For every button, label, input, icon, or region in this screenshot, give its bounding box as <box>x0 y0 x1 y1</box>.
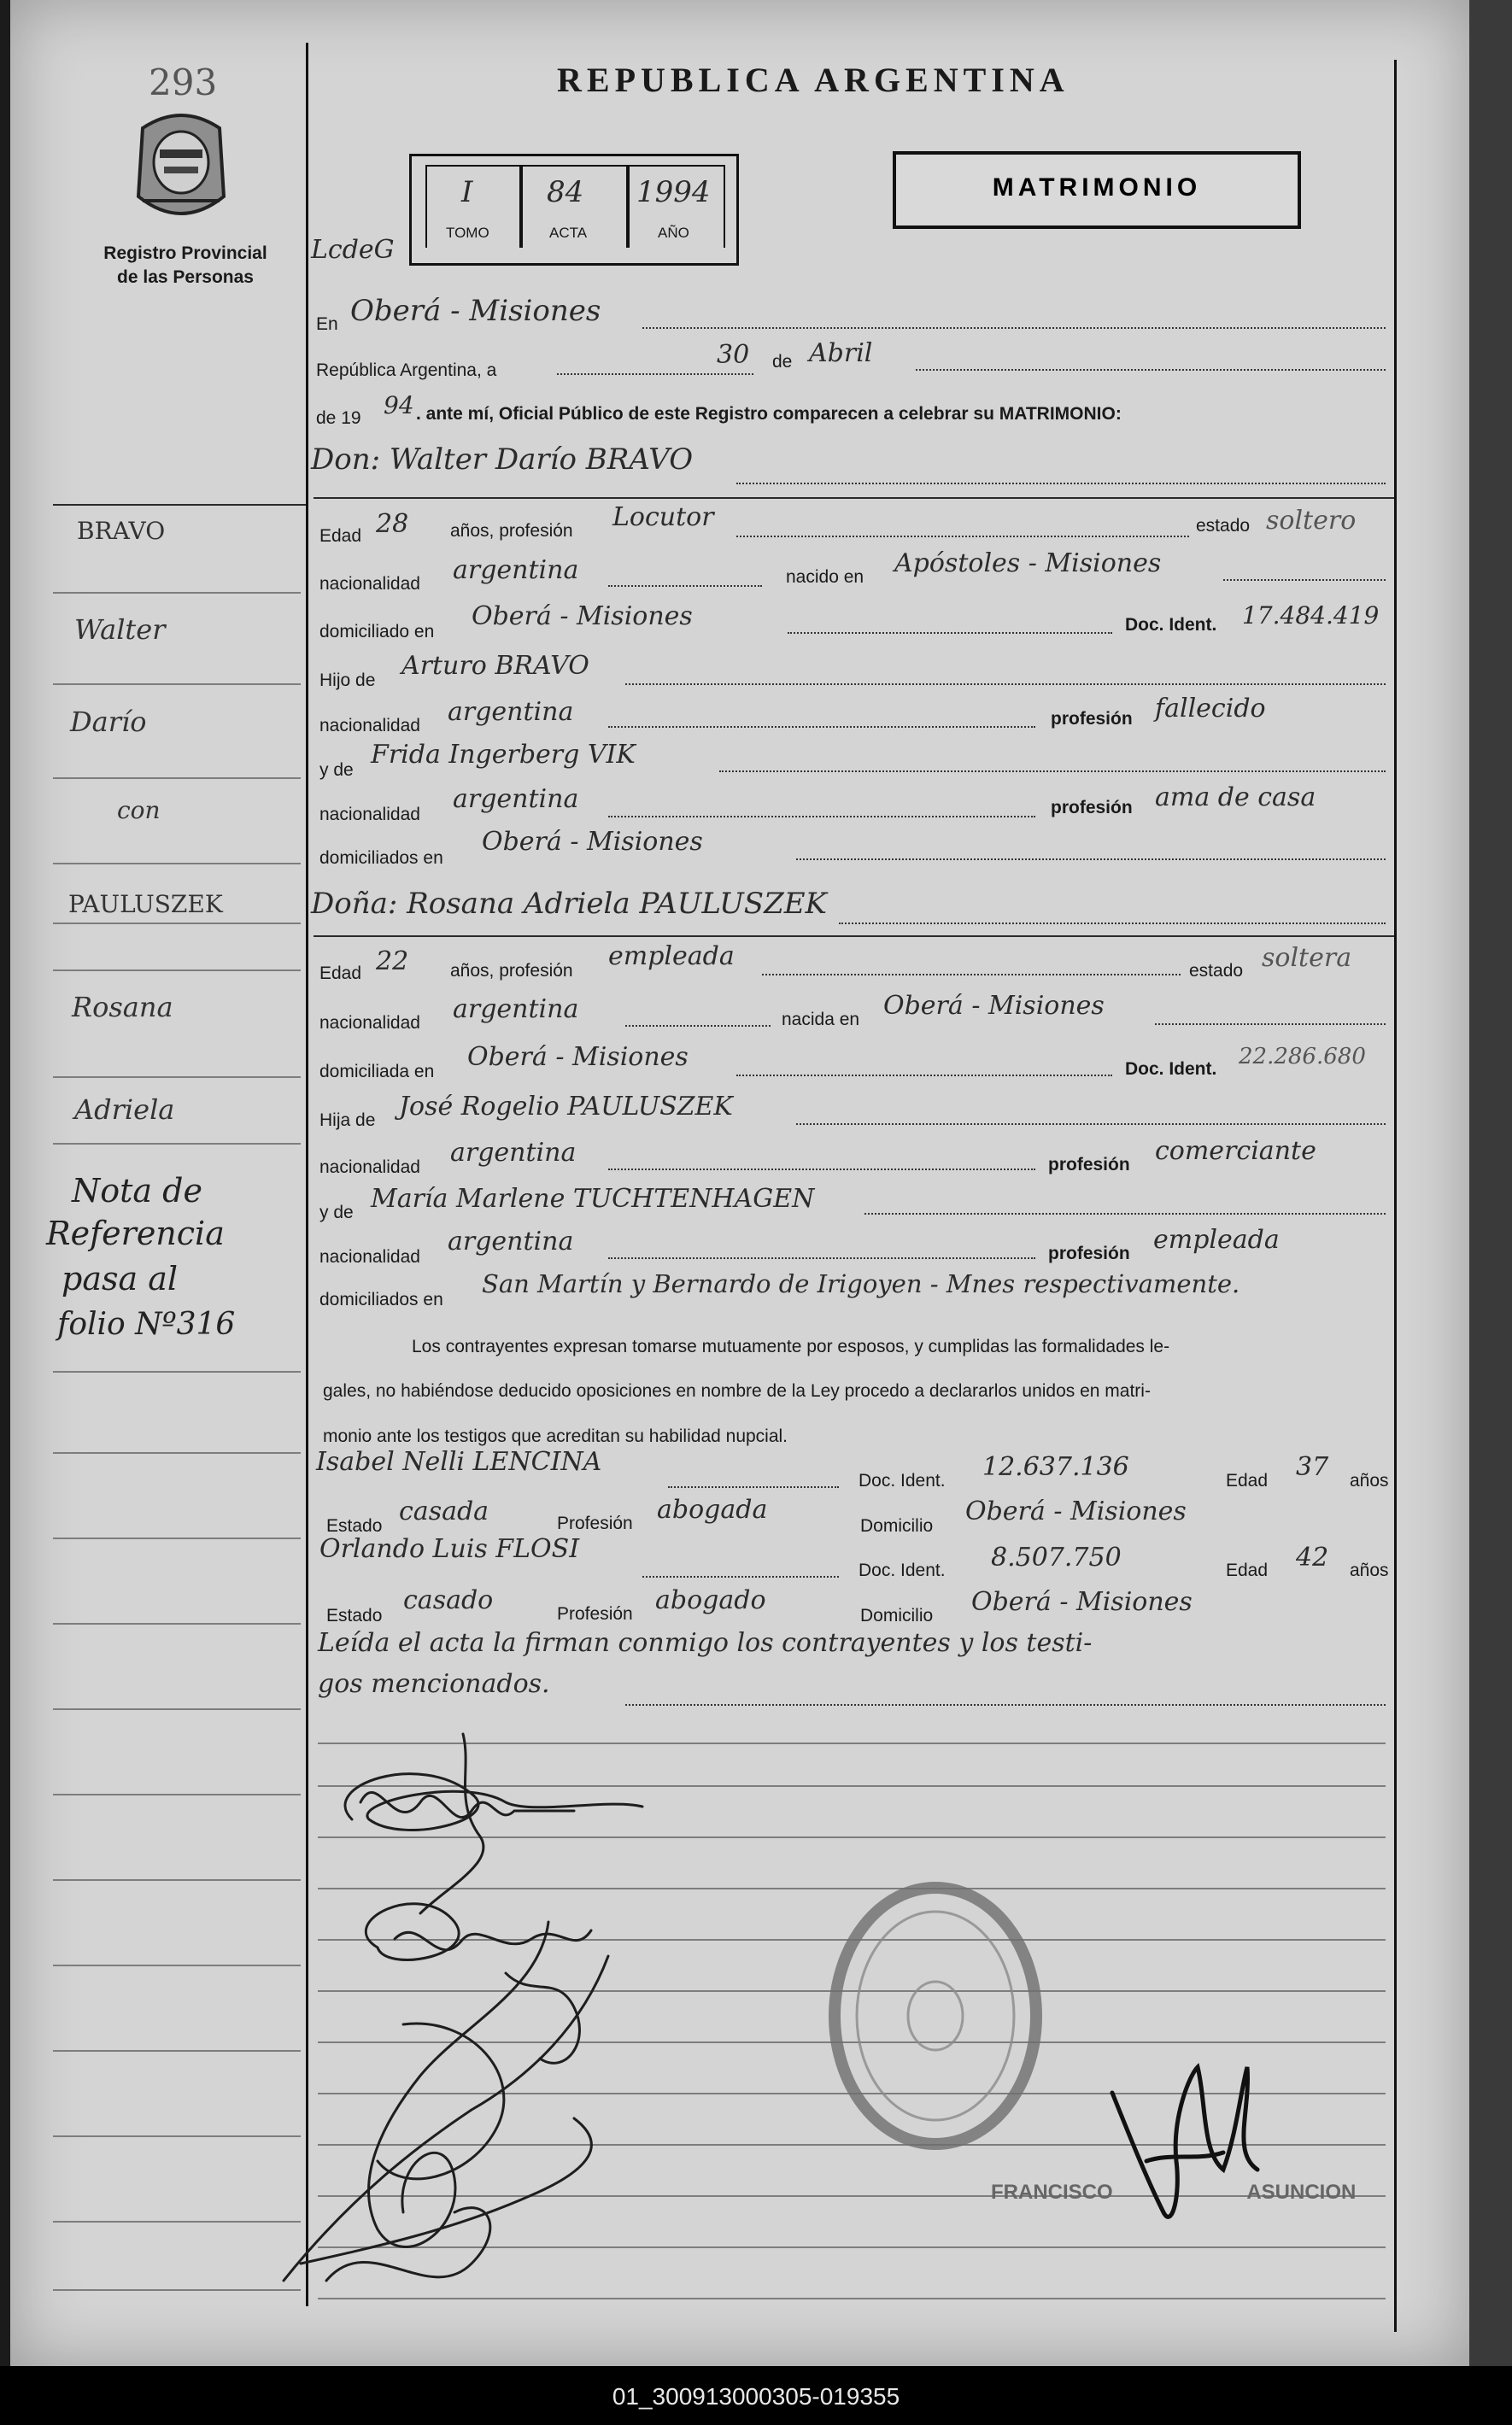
acta-label: ACTA <box>549 225 588 241</box>
margin-reference-line4: folio Nº316 <box>57 1307 236 1342</box>
groom-nacido-en-label: nacido en <box>786 567 864 587</box>
footer-bar <box>0 2366 1512 2425</box>
bride-nacida-en-label: nacida en <box>782 1010 860 1029</box>
margin-reference-line3: pasa al <box>62 1260 179 1297</box>
groom-parents-domicile: Oberá - Misiones <box>482 827 703 857</box>
witness1-domicilio-label: Domicilio <box>860 1516 934 1536</box>
groom-father: Arturo BRAVO <box>401 651 589 681</box>
bride-domiciliada-label: domiciliada en <box>319 1062 435 1081</box>
official-seal-stamp <box>820 1875 1051 2157</box>
witness1-age: 37 <box>1296 1452 1329 1482</box>
tomo-value: I <box>461 175 473 209</box>
bride-nacionalidad-label: nacionalidad <box>319 1013 420 1033</box>
witness2-anos-label: años <box>1350 1561 1389 1580</box>
witness2-estado-label: Estado <box>326 1606 383 1625</box>
place-line <box>642 327 1386 329</box>
closing-line <box>625 1704 1386 1706</box>
groom-full-name: Don: Walter Darío BRAVO <box>311 442 694 477</box>
bride-age: 22 <box>376 946 409 976</box>
bride-father-prof-label: profesión <box>1048 1155 1130 1174</box>
tomo-label: TOMO <box>446 225 489 241</box>
groom-father-line <box>625 683 1386 685</box>
bride-father-line <box>796 1123 1386 1125</box>
bride-mother-nat-line <box>608 1257 1035 1259</box>
groom-nacionalidad-label: nacionalidad <box>319 574 420 594</box>
bride-father-profession: comerciante <box>1155 1136 1316 1166</box>
en-label: En <box>316 314 338 334</box>
groom-y-de-label: y de <box>319 760 354 780</box>
groom-mother-nat-line <box>608 816 1035 817</box>
binding-shadow <box>1469 0 1512 2366</box>
groom-mother-prof-label: profesión <box>1051 798 1133 817</box>
groom-mother-nationality: argentina <box>453 784 579 814</box>
witness2-status: casado <box>403 1585 494 1615</box>
bride-edad-label: Edad <box>319 964 362 983</box>
ano-value: 1994 <box>636 175 711 209</box>
bride-doc-id: 22.286.680 <box>1239 1044 1366 1069</box>
year-prefix: de 19 <box>316 408 361 428</box>
bride-y-de-label: y de <box>319 1203 354 1222</box>
bride-civil-status: soltera <box>1262 943 1352 973</box>
province-seal-icon <box>126 103 237 231</box>
bride-father-nat-line <box>608 1169 1035 1170</box>
groom-age: 28 <box>376 509 409 539</box>
witness1-doc-id: 12.637.136 <box>982 1452 1129 1482</box>
signatures-graphic <box>249 1717 762 2332</box>
declaration-line3: monio ante los testigos que acreditan su habilidad nupcial. <box>323 1426 788 1446</box>
groom-doc-id: 17.484.419 <box>1242 601 1380 630</box>
registry-name <box>91 242 279 290</box>
bride-birthplace-line <box>1155 1023 1386 1025</box>
bride-nationality-line <box>625 1025 771 1027</box>
republica-label: República Argentina, a <box>316 360 497 380</box>
month-line <box>916 369 1386 371</box>
margin-entry-first-name: Walter <box>74 613 166 646</box>
witness1-estado-label: Estado <box>326 1516 383 1536</box>
country-title: REPUBLICA ARGENTINA <box>557 61 1070 99</box>
groom-domicile-line <box>788 632 1112 634</box>
bride-domicile: Oberá - Misiones <box>467 1042 689 1072</box>
bride-mother-line <box>864 1213 1386 1215</box>
groom-mother-line <box>719 770 1386 772</box>
tomo-acta-ano-box <box>409 154 739 266</box>
image-code: 01_300913000305-019355 <box>612 2383 900 2410</box>
bride-mother-nat-label: nacionalidad <box>319 1247 420 1267</box>
witness2-domicile: Oberá - Misiones <box>971 1587 1193 1617</box>
groom-domiciliados-label: domiciliados en <box>319 848 443 868</box>
margin-entry-bride-middle-name: Adriela <box>74 1093 175 1126</box>
official-stamp-surname: ASUNCION <box>1246 2181 1357 2204</box>
bride-name-line <box>839 923 1386 924</box>
margin-entry-surname: BRAVO <box>77 517 166 545</box>
bride-section-rule <box>314 935 1394 937</box>
bride-father: José Rogelio PAULUSZEK <box>399 1092 733 1122</box>
groom-anos-profesion-label: años, profesión <box>450 521 573 541</box>
margin-entry-middle-name: Darío <box>70 706 147 738</box>
witness1-domicile: Oberá - Misiones <box>965 1497 1187 1526</box>
year-suffix: 94 <box>384 391 414 419</box>
bride-mother-profession: empleada <box>1153 1225 1280 1255</box>
record-type-label: MATRIMONIO <box>992 173 1202 202</box>
witness2-edad-label: Edad <box>1226 1561 1269 1580</box>
official-stamp-name: FRANCISCO <box>991 2181 1113 2204</box>
witness2-domicilio-label: Domicilio <box>860 1606 934 1625</box>
right-column-rule <box>1394 60 1397 2332</box>
groom-domicile: Oberá - Misiones <box>472 601 693 631</box>
groom-birthplace: Apóstoles - Misiones <box>894 548 1162 578</box>
margin-entry-con: con <box>117 796 161 824</box>
witness2-profession: abogado <box>655 1585 766 1615</box>
witness2-doc-id: 8.507.750 <box>991 1543 1122 1573</box>
ano-label: AÑO <box>658 225 689 241</box>
bride-parents-domicile: San Martín y Bernardo de Irigoyen - Mnes respectivamente. <box>482 1269 1240 1298</box>
groom-hijo-de-label: Hijo de <box>319 671 376 690</box>
bride-father-nationality: argentina <box>450 1138 577 1168</box>
registry-name-line1: Registro Provincial <box>103 243 267 263</box>
witness1-edad-label: Edad <box>1226 1471 1269 1491</box>
groom-civil-status: soltero <box>1266 506 1357 536</box>
groom-father-nat-line <box>608 726 1035 728</box>
witness2-name-line <box>642 1576 839 1578</box>
bride-estado-label: estado <box>1189 961 1244 981</box>
margin-entry-bride-surname: PAULUSZEK <box>68 890 223 918</box>
bride-nationality: argentina <box>453 994 579 1024</box>
witness1-name-line <box>668 1486 839 1488</box>
groom-nationality-line <box>608 585 762 587</box>
acta-value: 84 <box>547 175 584 209</box>
de-label: de <box>772 352 793 372</box>
bride-hija-de-label: Hija de <box>319 1110 376 1130</box>
place: Oberá - Misiones <box>350 294 601 328</box>
official-name-stamp <box>991 2181 1356 2205</box>
register-page <box>10 0 1469 2366</box>
acta-cell <box>519 165 630 248</box>
witness2-name: Orlando Luis FLOSI <box>319 1534 580 1564</box>
groom-mother-profession: ama de casa <box>1155 782 1316 812</box>
groom-father-nationality: argentina <box>448 697 574 727</box>
groom-mother-nat-label: nacionalidad <box>319 805 420 824</box>
bride-full-name: Doña: Rosana Adriela PAULUSZEK <box>311 887 827 921</box>
groom-doc-label: Doc. Ident. <box>1125 615 1217 635</box>
bride-profession: empleada <box>608 941 735 971</box>
declaration-line2: gales, no habiéndose deducido oposiciones en nombre de la Ley procedo a declararlos unidos en matri- <box>323 1381 1151 1401</box>
groom-domiciliado-label: domiciliado en <box>319 622 435 641</box>
groom-edad-label: Edad <box>319 526 362 546</box>
page-number: 293 <box>149 62 218 103</box>
groom-section-rule <box>314 497 1394 499</box>
witness1-anos-label: años <box>1350 1471 1389 1491</box>
margin-separator <box>53 504 306 506</box>
bride-mother-nationality: argentina <box>448 1227 574 1256</box>
groom-profession: Locutor <box>612 502 714 532</box>
groom-parents-domicile-line <box>796 858 1386 860</box>
witness1-profesion-label: Profesión <box>557 1514 633 1533</box>
witness2-doc-label: Doc. Ident. <box>859 1561 946 1580</box>
tomo-cell <box>425 165 523 248</box>
bride-anos-profesion-label: años, profesión <box>450 961 573 981</box>
margin-reference-line2: Referencia <box>46 1215 225 1252</box>
margin-entry-bride-first-name: Rosana <box>72 991 173 1023</box>
intro-statement: . ante mí, Oficial Público de este Registro comparecen a celebrar su MATRIMONIO: <box>416 404 1122 424</box>
witness1-profession: abogada <box>657 1495 768 1525</box>
bride-profession-line <box>762 974 1181 975</box>
witness2-profesion-label: Profesión <box>557 1604 633 1624</box>
bride-mother-prof-label: profesión <box>1048 1244 1130 1263</box>
groom-birthplace-line <box>1223 579 1386 581</box>
groom-nationality: argentina <box>453 555 579 585</box>
witness1-name: Isabel Nelli LENCINA <box>316 1447 602 1477</box>
day: 30 <box>717 340 750 370</box>
witness1-doc-label: Doc. Ident. <box>859 1471 946 1491</box>
groom-name-line <box>736 483 1386 484</box>
bride-father-nat-label: nacionalidad <box>319 1157 420 1177</box>
groom-estado-label: estado <box>1196 516 1251 536</box>
groom-father-nat-label: nacionalidad <box>319 716 420 735</box>
groom-father-profession: fallecido <box>1155 694 1266 723</box>
registry-name-line2: de las Personas <box>117 267 254 287</box>
record-type-box <box>893 151 1301 229</box>
official-signature <box>1095 2041 1266 2246</box>
margin-reference-line1: Nota de <box>72 1172 202 1210</box>
declaration-line1: Los contrayentes expresan tomarse mutuamente por esposos, y cumplidas las formalidades le- <box>412 1337 1170 1356</box>
groom-mother: Frida Ingerberg VIK <box>371 740 636 770</box>
book-code: LcdeG <box>311 235 395 265</box>
witness1-status: casada <box>399 1497 489 1526</box>
bride-domiciliados-label: domiciliados en <box>319 1290 443 1309</box>
bride-domicile-line <box>736 1075 1112 1076</box>
month: Abril <box>809 338 873 368</box>
closing-line2: gos mencionados. <box>318 1669 550 1699</box>
day-line <box>557 373 753 375</box>
groom-profession-line <box>736 536 1189 537</box>
bride-doc-label: Doc. Ident. <box>1125 1059 1217 1079</box>
groom-father-prof-label: profesión <box>1051 709 1133 729</box>
bride-birthplace: Oberá - Misiones <box>883 991 1105 1021</box>
witness2-age: 42 <box>1296 1543 1329 1573</box>
ano-cell <box>626 165 725 248</box>
bride-mother: María Marlene TUCHTENHAGEN <box>371 1184 815 1214</box>
closing-line1: Leída el acta la firman conmigo los contrayentes y los testi- <box>318 1628 1093 1658</box>
